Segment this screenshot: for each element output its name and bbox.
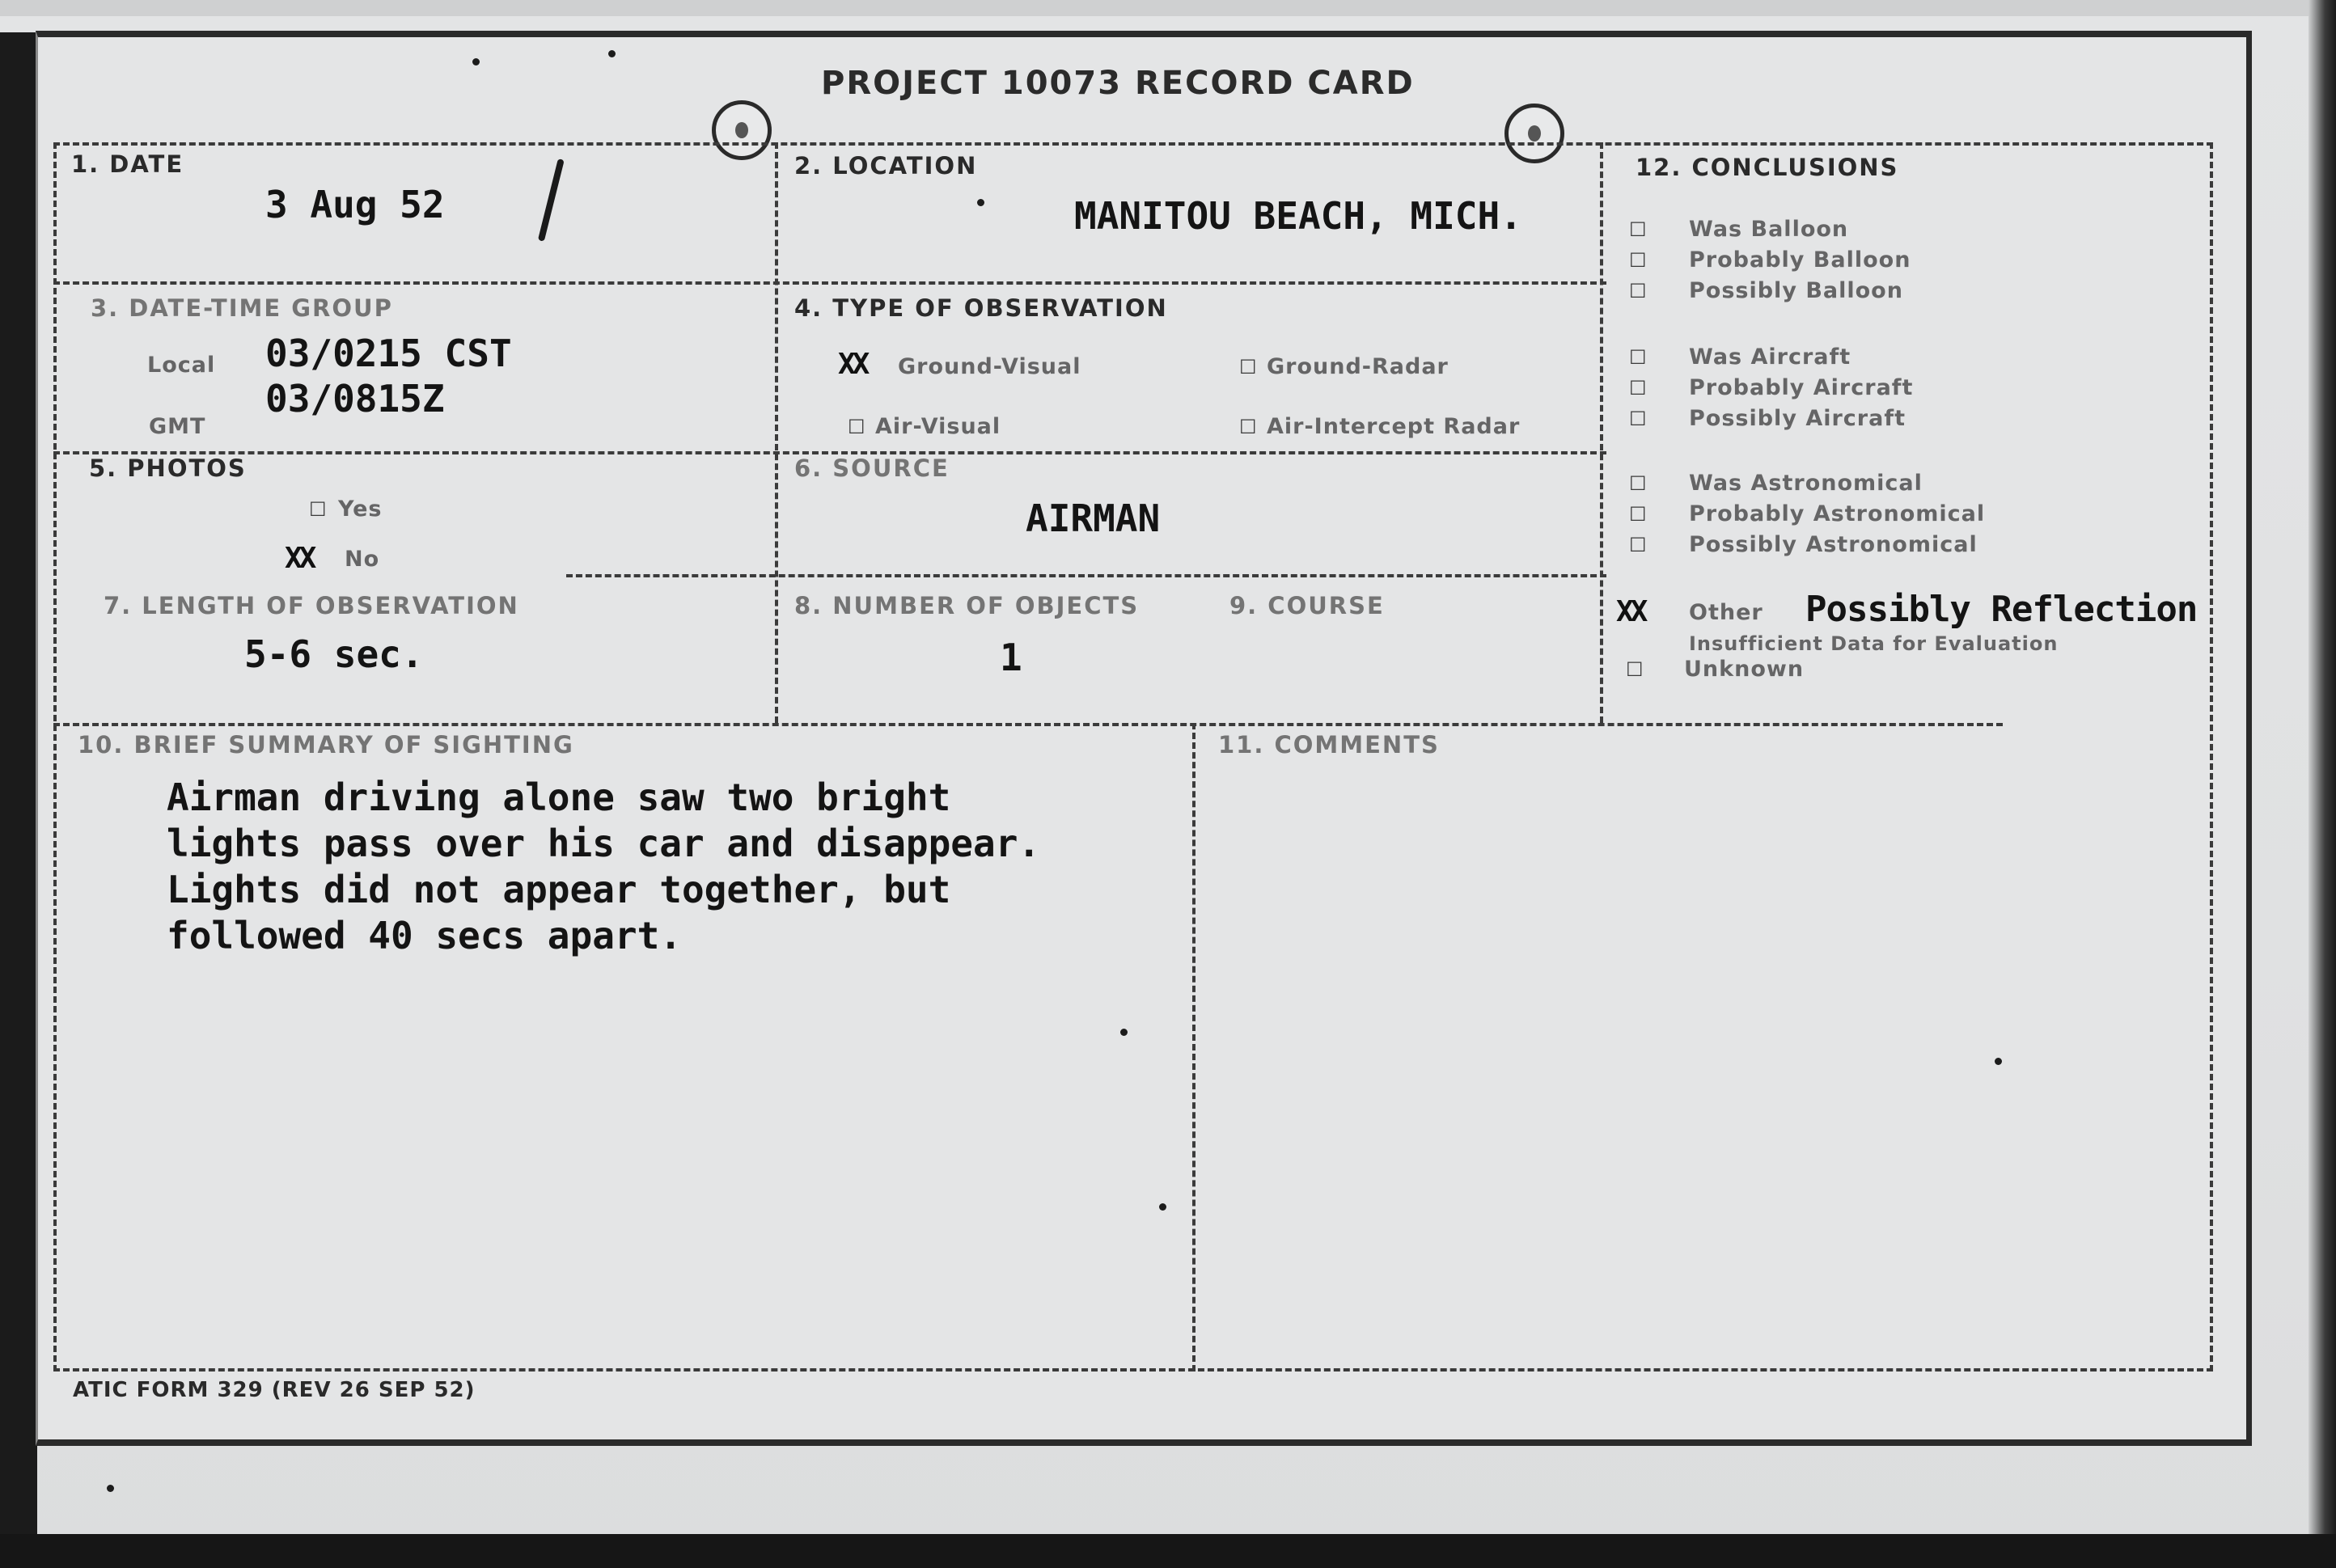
ground-visual-option: Ground-Visual xyxy=(898,354,1081,379)
photos-no-option: No xyxy=(345,547,380,572)
checkbox-icon: ☐ xyxy=(309,498,327,521)
checkbox-icon: ☐ xyxy=(1629,377,1647,399)
source-label: 6. SOURCE xyxy=(794,454,950,482)
other-value: Possibly Reflection xyxy=(1805,589,2198,630)
scan-speck xyxy=(107,1485,114,1492)
conclusion-option: Was Aircraft xyxy=(1689,344,1851,370)
source-value: AIRMAN xyxy=(1026,497,1161,540)
photos-yes-option: Yes xyxy=(338,497,383,522)
comments-label: 11. COMMENTS xyxy=(1218,731,1440,759)
local-time-value: 03/0215 CST xyxy=(265,332,512,375)
gmt-label: GMT xyxy=(149,414,206,439)
checkbox-icon: ☐ xyxy=(1629,280,1647,302)
course-label: 9. COURSE xyxy=(1229,592,1385,619)
length-label: 7. LENGTH OF OBSERVATION xyxy=(104,592,519,619)
conclusion-option: Probably Aircraft xyxy=(1689,375,1914,400)
checkbox-icon: ☐ xyxy=(1629,249,1647,272)
conclusions-label: 12. CONCLUSIONS xyxy=(1636,154,1899,181)
scan-speck xyxy=(1995,1058,2002,1065)
scan-speck xyxy=(977,199,984,206)
checkbox-icon: ☐ xyxy=(1629,408,1647,430)
photos-no-mark: XX xyxy=(285,542,314,575)
grid-line xyxy=(1192,723,1196,1371)
scan-speck xyxy=(1159,1203,1166,1211)
length-value: 5-6 sec. xyxy=(244,632,424,676)
card-title: PROJECT 10073 RECORD CARD xyxy=(821,65,1415,102)
insufficient-data-option: Insufficient Data for Evaluation xyxy=(1689,632,2059,655)
photos-label: 5. PHOTOS xyxy=(89,454,247,482)
conclusion-option: Was Astronomical xyxy=(1689,471,1923,496)
scan-top-edge xyxy=(0,0,2336,16)
summary-line: Lights did not appear together, but xyxy=(167,868,951,911)
checkbox-icon: ☐ xyxy=(1629,346,1647,369)
checkbox-icon: ☐ xyxy=(1629,472,1647,495)
local-label: Local xyxy=(147,353,216,378)
form-number: ATIC FORM 329 (REV 26 SEP 52) xyxy=(73,1378,476,1402)
summary-text xyxy=(167,775,1040,959)
grid-line xyxy=(1600,142,1603,723)
other-mark: XX xyxy=(1616,595,1645,628)
date-time-group-label: 3. DATE-TIME GROUP xyxy=(91,294,393,322)
summary-line: Airman driving alone saw two bright xyxy=(167,776,951,819)
checkbox-icon: ☐ xyxy=(1239,356,1257,378)
conclusion-option: Possibly Astronomical xyxy=(1689,532,1978,557)
conclusion-option: Possibly Aircraft xyxy=(1689,406,1906,431)
scan-left-edge xyxy=(0,32,37,1568)
conclusion-option: Probably Astronomical xyxy=(1689,501,1986,526)
ground-visual-mark: XX xyxy=(838,348,867,381)
checkbox-icon: ☐ xyxy=(1629,534,1647,556)
scan-speck xyxy=(608,50,616,57)
ground-radar-option: Ground-Radar xyxy=(1267,354,1449,379)
conclusion-option: Was Balloon xyxy=(1689,217,1849,242)
checkbox-icon: ☐ xyxy=(848,416,865,438)
summary-line: lights pass over his car and disappear. xyxy=(167,822,1041,865)
conclusion-option: Possibly Balloon xyxy=(1689,278,1903,303)
other-label: Other xyxy=(1689,600,1763,625)
gmt-time-value: 03/0815Z xyxy=(265,377,445,421)
scan-speck xyxy=(1120,1029,1128,1036)
conclusion-option: Probably Balloon xyxy=(1689,247,1911,273)
objects-label: 8. NUMBER OF OBJECTS xyxy=(794,592,1140,619)
summary-line: followed 40 secs apart. xyxy=(167,914,682,957)
date-label: 1. DATE xyxy=(71,150,184,178)
grid-line xyxy=(53,281,1606,285)
location-value: MANITOU BEACH, MICH. xyxy=(1074,194,1522,238)
unknown-option: Unknown xyxy=(1684,657,1805,682)
objects-value: 1 xyxy=(1000,636,1022,679)
scan-bottom-edge xyxy=(0,1534,2336,1568)
checkbox-icon: ☐ xyxy=(1626,658,1644,681)
grid-line xyxy=(566,574,1606,577)
checkbox-icon: ☐ xyxy=(1629,503,1647,526)
grid-line xyxy=(775,142,778,723)
scan-speck xyxy=(472,58,480,66)
date-value: 3 Aug 52 xyxy=(265,183,445,226)
summary-label: 10. BRIEF SUMMARY OF SIGHTING xyxy=(78,731,574,759)
location-label: 2. LOCATION xyxy=(794,152,978,180)
scan-right-edge xyxy=(2308,0,2336,1568)
air-visual-option: Air-Visual xyxy=(875,414,1001,439)
observation-type-label: 4. TYPE OF OBSERVATION xyxy=(794,294,1168,322)
checkbox-icon: ☐ xyxy=(1629,218,1647,241)
checkbox-icon: ☐ xyxy=(1239,416,1257,438)
grid-line xyxy=(53,723,2003,726)
air-intercept-radar-option: Air-Intercept Radar xyxy=(1267,414,1521,439)
